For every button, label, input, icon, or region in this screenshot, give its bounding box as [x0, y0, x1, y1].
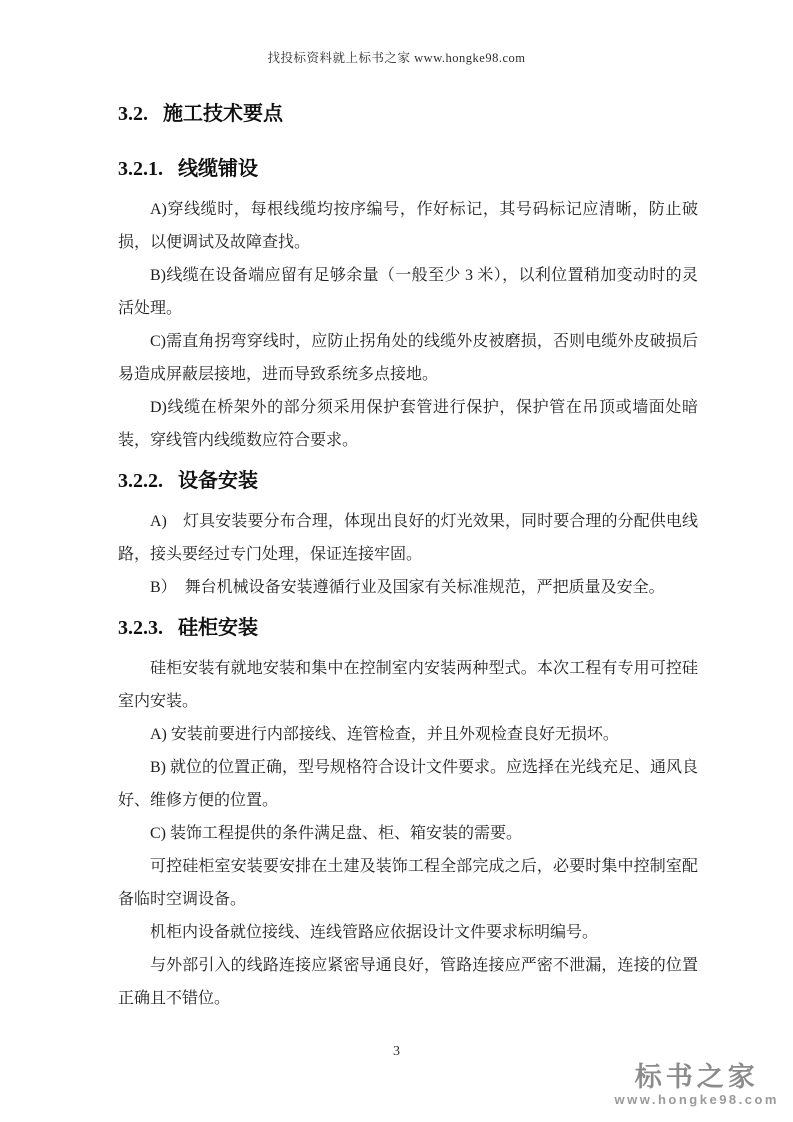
header-watermark: 找投标资料就上标书之家 www.hongke98.com	[267, 51, 526, 65]
section-heading-3-2-1	[118, 157, 698, 181]
paragraph: 与外部引入的线路连接应紧密导通良好，管路连接应严密不泄漏，连接的位置正确且不错位。	[118, 957, 698, 1007]
footer-logo-title: 标书之家	[634, 1062, 759, 1092]
heading-title: 施工技术要点	[163, 103, 283, 125]
section-3-2-2-body	[118, 505, 698, 604]
paragraph: A) 安装前要进行内部接线、连管检查，并且外观检查良好无损坏。	[150, 726, 619, 743]
heading-number: 3.2.2.	[118, 470, 163, 492]
heading-title: 线缆铺设	[178, 158, 258, 180]
heading-number: 3.2.1.	[118, 158, 163, 180]
page-number: 3	[393, 1044, 400, 1059]
paragraph: 硅柜安装有就地安装和集中在控制室内安装两种型式。本次工程有专用可控硅室内安装。	[118, 660, 698, 710]
heading-title: 硅柜安装	[178, 617, 258, 639]
paragraph: D)线缆在桥架外的部分须采用保护套管进行保护，保护管在吊顶或墙面处暗装，穿线管内线缆数应符合要求。	[118, 399, 698, 449]
paragraph: C) 装饰工程提供的条件满足盘、柜、箱安装的需要。	[150, 825, 523, 842]
section-heading-3-2-2	[118, 469, 698, 493]
paragraph: 机柜内设备就位接线、连线管路应依据设计文件要求标明编号。	[150, 924, 599, 941]
paragraph: B) 就位的位置正确，型号规格符合设计文件要求。应选择在光线充足、通风良好、维修方便的位置。	[118, 759, 699, 809]
paragraph: A)穿线缆时，每根线缆均按序编号，作好标记，其号码标记应清晰，防止破损，以便调试及故障查找。	[118, 201, 698, 251]
heading-number: 3.2.3.	[118, 617, 163, 639]
footer-logo-watermark	[615, 1063, 780, 1108]
section-3-2-1-body	[118, 193, 698, 457]
section-heading-3-2	[118, 102, 698, 126]
paragraph: B)线缆在设备端应留有足够余量（一般至少 3 米），以利位置稍加变动时的灵活处理。	[118, 267, 698, 317]
paragraph: A) 灯具安装要分布合理，体现出良好的灯光效果，同时要合理的分配供电线路，接头要经过专门处理，保证连接牢固。	[118, 513, 698, 563]
section-3-2-3-body	[118, 652, 698, 1015]
paragraph: C)需直角拐弯穿线时，应防止拐角处的线缆外皮被磨损，否则电缆外皮破损后易造成屏蔽层接地，进而导致系统多点接地。	[118, 333, 698, 383]
paragraph: 可控硅柜室安装要安排在土建及装饰工程全部完成之后，必要时集中控制室配备临时空调设备。	[118, 858, 698, 908]
footer-logo-url: www.hongke98.com	[614, 1092, 779, 1107]
heading-number: 3.2.	[118, 103, 148, 125]
section-heading-3-2-3	[118, 616, 698, 640]
paragraph: B） 舞台机械设备安装遵循行业及国家有关标准规范，严把质量及安全。	[150, 579, 665, 596]
document-content	[118, 92, 698, 1027]
heading-title: 设备安装	[178, 470, 258, 492]
